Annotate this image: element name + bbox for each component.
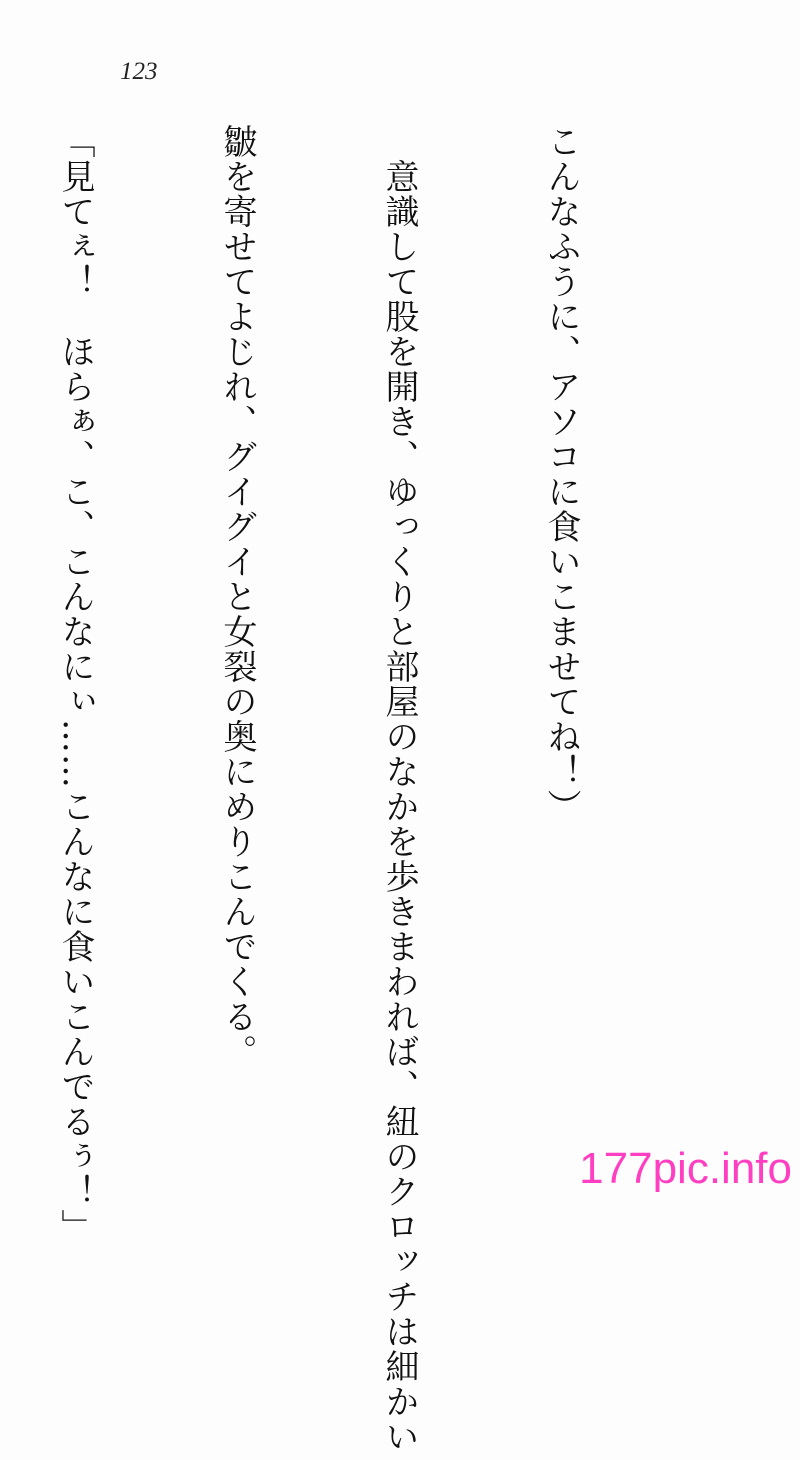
text-line: 「見てぇ！ ほらぁ、こ、こんなにぃ……こんなに食いこんでるぅ！」 [55,124,95,1244]
watermark: 177pic.info [579,1144,792,1193]
text-line: 意識して股を開き、ゆっくりと部屋のなかを歩きまわれば、紐のクロッチは細かい [379,124,419,1454]
page-number: 123 [120,58,158,85]
text-line: こんなふうに、アソコに食いこませてね！） [541,124,581,824]
text-line: 皺を寄せてよじれ、グイグイと女裂の奥にめりこんでくる。 [217,124,257,1069]
